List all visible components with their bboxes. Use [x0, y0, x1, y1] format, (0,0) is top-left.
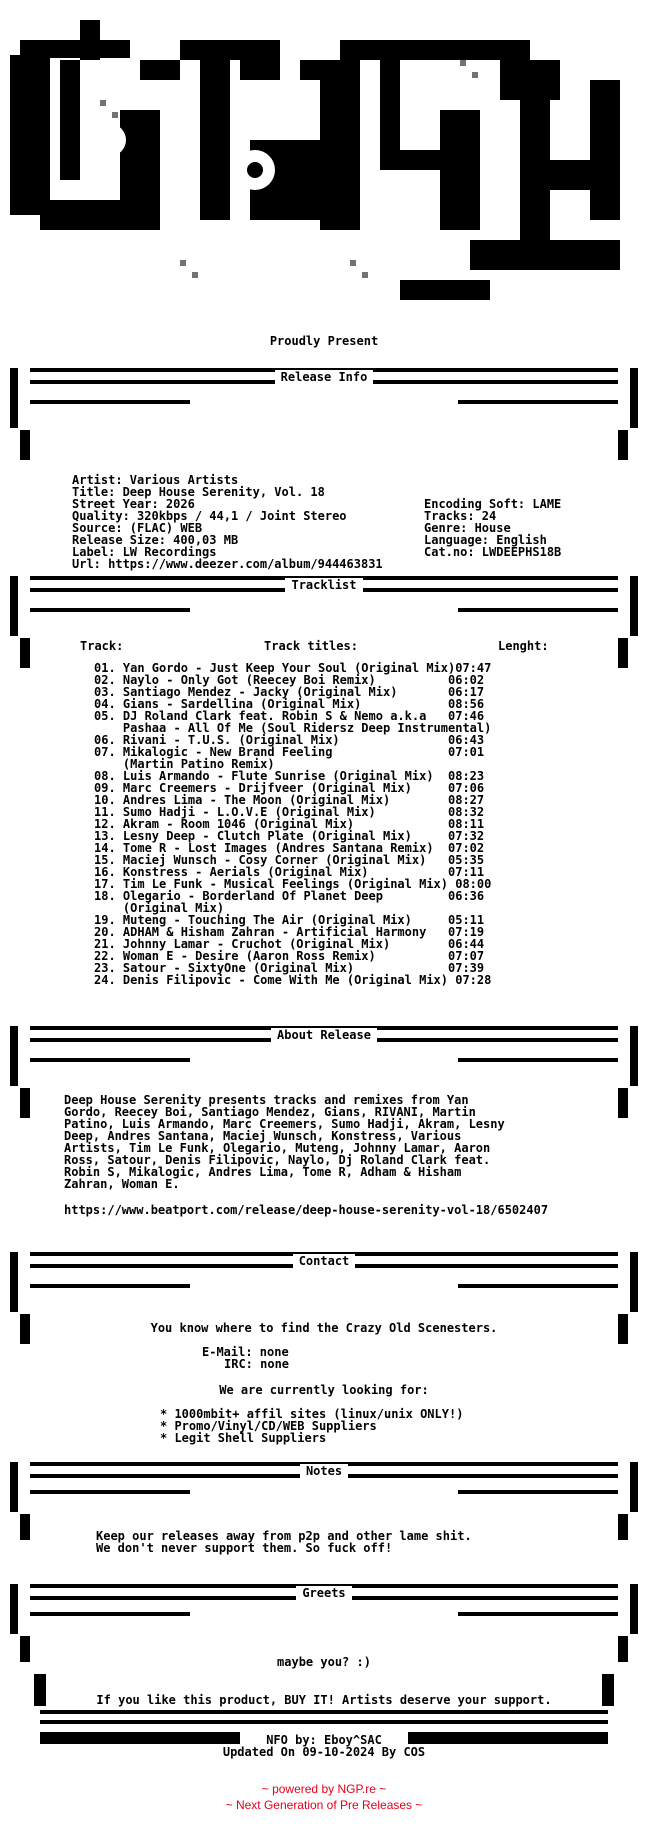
proudly-present: Proudly Present [269, 334, 379, 348]
track-row: 19. Muteng - Touching The Air (Original Mix) 05:11 [94, 913, 485, 927]
tracklist [94, 662, 491, 986]
tracklist-col-length: Lenght: [498, 639, 549, 653]
about-line: Gordo, Reecey Boi, Santiago Mendez, Gians, RIVANI, Martin [64, 1105, 476, 1119]
track-row: 06. Rivani - T.U.S. (Original Mix) 06:43 [94, 733, 485, 747]
release-language: Language: English [424, 533, 547, 547]
track-row: 13. Lesny Deep - Clutch Plate (Original Mix) 07:32 [94, 829, 485, 843]
contact-irc: IRC: none [224, 1357, 290, 1371]
track-row: 03. Santiago Mendez - Jacky (Original Mix) 06:17 [94, 685, 485, 699]
about-line: Artists, Tim Le Funk, Olegario, Muteng, Johnny Lamar, Aaron [64, 1141, 491, 1155]
release-source: Source: (FLAC) WEB [72, 521, 203, 535]
contact-item: * Legit Shell Suppliers [160, 1431, 327, 1445]
greets-text: maybe you? :) [277, 1655, 371, 1669]
about-line: Deep, Andres Santana, Maciej Wunsch, Konstress, Various [64, 1129, 462, 1143]
notes-text [96, 1530, 472, 1554]
release-url: Url: https://www.deezer.com/album/944463831 [72, 557, 383, 571]
about-line: Zahran, Woman E. [64, 1177, 180, 1191]
banner-release-info [10, 360, 638, 478]
track-row: 16. Konstress - Aerials (Original Mix) 07:11 [94, 865, 485, 879]
release-tracks: Tracks: 24 [424, 509, 497, 523]
footer-powered[interactable]: ~ powered by NGP.re ~ [261, 1782, 387, 1796]
release-catno: Cat.no: LWDEEPHS18B [424, 545, 562, 559]
footer-updated: Updated On 09-10-2024 By COS [222, 1745, 426, 1759]
release-year: Street Year: 2026 [72, 497, 195, 511]
section-title-contact: Contact [293, 1254, 356, 1268]
release-quality: Quality: 320kbps / 44,1 / Joint Stereo [72, 509, 347, 523]
track-row: 11. Sumo Hadji - L.O.V.E (Original Mix) 08:32 [94, 805, 485, 819]
track-row: 21. Johnny Lamar - Cruchot (Original Mix) 06:44 [94, 937, 485, 951]
release-genre: Genre: House [424, 521, 511, 535]
release-info-left [72, 474, 383, 570]
track-row: 04. Gians - Sardellina (Original Mix) 08:56 [94, 697, 485, 711]
track-row: 08. Luis Armando - Flute Sunrise (Original Mix) 08:23 [94, 769, 485, 783]
track-row: 01. Yan Gordo - Just Keep Your Soul (Original Mix)07:47 [94, 661, 492, 675]
about-url[interactable]: https://www.beatport.com/release/deep-house-serenity-vol-18/6502407 [64, 1203, 549, 1217]
footer-buy: If you like this product, BUY IT! Artists deserve your support. [96, 1693, 552, 1707]
track-row: 10. Andres Lima - The Moon (Original Mix) 08:27 [94, 793, 485, 807]
track-row: 05. DJ Roland Clark feat. Robin S & Nemo a.k.a 07:46 [94, 709, 485, 723]
section-title-tracklist: Tracklist [285, 578, 362, 592]
track-row: (Original Mix) [94, 901, 225, 915]
section-title-about: About Release [271, 1028, 377, 1042]
contact-item: * 1000mbit+ affil sites (linux/unix ONLY!) [160, 1407, 464, 1421]
track-row: 12. Akram - Room 1046 (Original Mix) 08:11 [94, 817, 485, 831]
about-line: Robin S, Mikalogic, Andres Lima, Tome R, Adham & Hisham [64, 1165, 462, 1179]
track-row: 07. Mikalogic - New Brand Feeling 07:01 [94, 745, 485, 759]
release-encoding: Encoding Soft: LAME [424, 497, 562, 511]
notes-line: We don't never support them. So fuck off! [96, 1541, 393, 1555]
track-row: 20. ADHAM & Hisham Zahran - Artificial Harmony 07:19 [94, 925, 485, 939]
release-title: Title: Deep House Serenity, Vol. 18 [72, 485, 325, 499]
about-line: Patino, Luis Armando, Marc Creemers, Sumo Hadji, Akram, Lesny [64, 1117, 505, 1131]
release-info-right [424, 498, 561, 558]
tracklist-col-track: Track: [80, 639, 124, 653]
section-title-notes: Notes [300, 1464, 348, 1478]
notes-line: Keep our releases away from p2p and other lame shit. [96, 1529, 472, 1543]
banner-contact [10, 1244, 638, 1362]
track-row: 15. Maciej Wunsch - Cosy Corner (Original Mix) 05:35 [94, 853, 485, 867]
footer-nfo: NFO by: Eboy^SAC [266, 1733, 382, 1747]
track-row: 18. Olegario - Borderland Of Planet Deep 06:36 [94, 889, 485, 903]
ascii-logo [0, 0, 648, 340]
about-line: Ross, Satour, Denis Filipovic, Naylo, Dj Roland Clark feat. [64, 1153, 491, 1167]
footer-next: ~ Next Generation of Pre Releases ~ [225, 1798, 423, 1812]
contact-items [160, 1408, 463, 1444]
about-line: Deep House Serenity presents tracks and remixes from Yan [64, 1093, 469, 1107]
track-row: 23. Satour - SixtyOne (Original Mix) 07:39 [94, 961, 485, 975]
contact-intro: You know where to find the Crazy Old Scenesters. [150, 1321, 498, 1335]
release-artist: Artist: Various Artists [72, 473, 239, 487]
track-row: 09. Marc Creemers - Drijfveer (Original Mix) 07:06 [94, 781, 485, 795]
track-row: 14. Tome R - Lost Images (Andres Santana Remix) 07:02 [94, 841, 485, 855]
contact-email: E-Mail: none [202, 1345, 289, 1359]
release-size: Release Size: 400,03 MB [72, 533, 239, 547]
section-title-greets: Greets [296, 1586, 351, 1600]
contact-looking: We are currently looking for: [219, 1383, 429, 1397]
track-row: (Martin Patino Remix) [94, 757, 275, 771]
track-row: 22. Woman E - Desire (Aaron Ross Remix) 07:07 [94, 949, 485, 963]
about-text [64, 1094, 505, 1190]
section-title-release-info: Release Info [275, 370, 374, 384]
release-label: Label: LW Recordings [72, 545, 217, 559]
tracklist-col-titles: Track titles: [264, 639, 358, 653]
contact-item: * Promo/Vinyl/CD/WEB Suppliers [160, 1419, 377, 1433]
track-row: 17. Tim Le Funk - Musical Feelings (Original Mix) 08:00 [94, 877, 492, 891]
track-row: Pashaa - All Of Me (Soul Ridersz Deep Instrumental) [94, 721, 492, 735]
track-row: 02. Naylo - Only Got (Reecey Boi Remix) 06:02 [94, 673, 485, 687]
track-row: 24. Denis Filipovic - Come With Me (Original Mix) 07:28 [94, 973, 492, 987]
